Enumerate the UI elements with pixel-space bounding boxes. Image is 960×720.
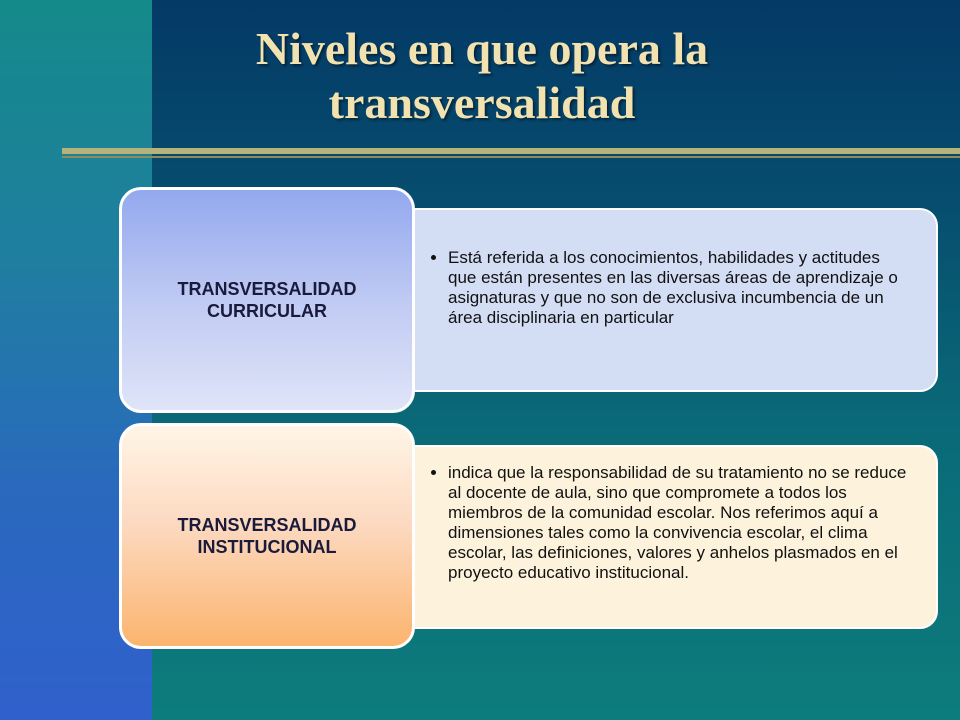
curricular-label-line-2: CURRICULAR [206, 301, 327, 321]
slide-title [152, 22, 812, 130]
institucional-label-box [119, 423, 415, 649]
curricular-description-box [350, 208, 938, 392]
title-divider-thin [62, 156, 960, 158]
curricular-label-line-1: TRANSVERSALIDAD [177, 279, 357, 299]
curricular-label-box [119, 187, 415, 413]
title-divider [62, 148, 960, 154]
title-line-1: Niveles en que opera la [255, 23, 709, 74]
title-line-2: transversalidad [328, 77, 636, 128]
institucional-description-box [350, 445, 938, 629]
institucional-label-line-2: INSTITUCIONAL [197, 537, 337, 557]
institucional-label-line-1: TRANSVERSALIDAD [177, 515, 357, 535]
curricular-description: • Está referida a los conocimientos, habilidades y actitudes que están presentes en las diversas áreas de aprendizaje o asignaturas y que no son de exclusiva incumbencia de un área disciplinaria en particular [448, 248, 906, 328]
institucional-description: • indica que la responsabilidad de su tratamiento no se reduce al docente de aula, sino que compromete a todos los miembros de la comunidad escolar. Nos referimos aquí a dimensiones tales como la convivencia escolar, el clima escolar, las definiciones, valores y anhelos plasmados en el proyecto educativo institucional. [448, 463, 914, 583]
